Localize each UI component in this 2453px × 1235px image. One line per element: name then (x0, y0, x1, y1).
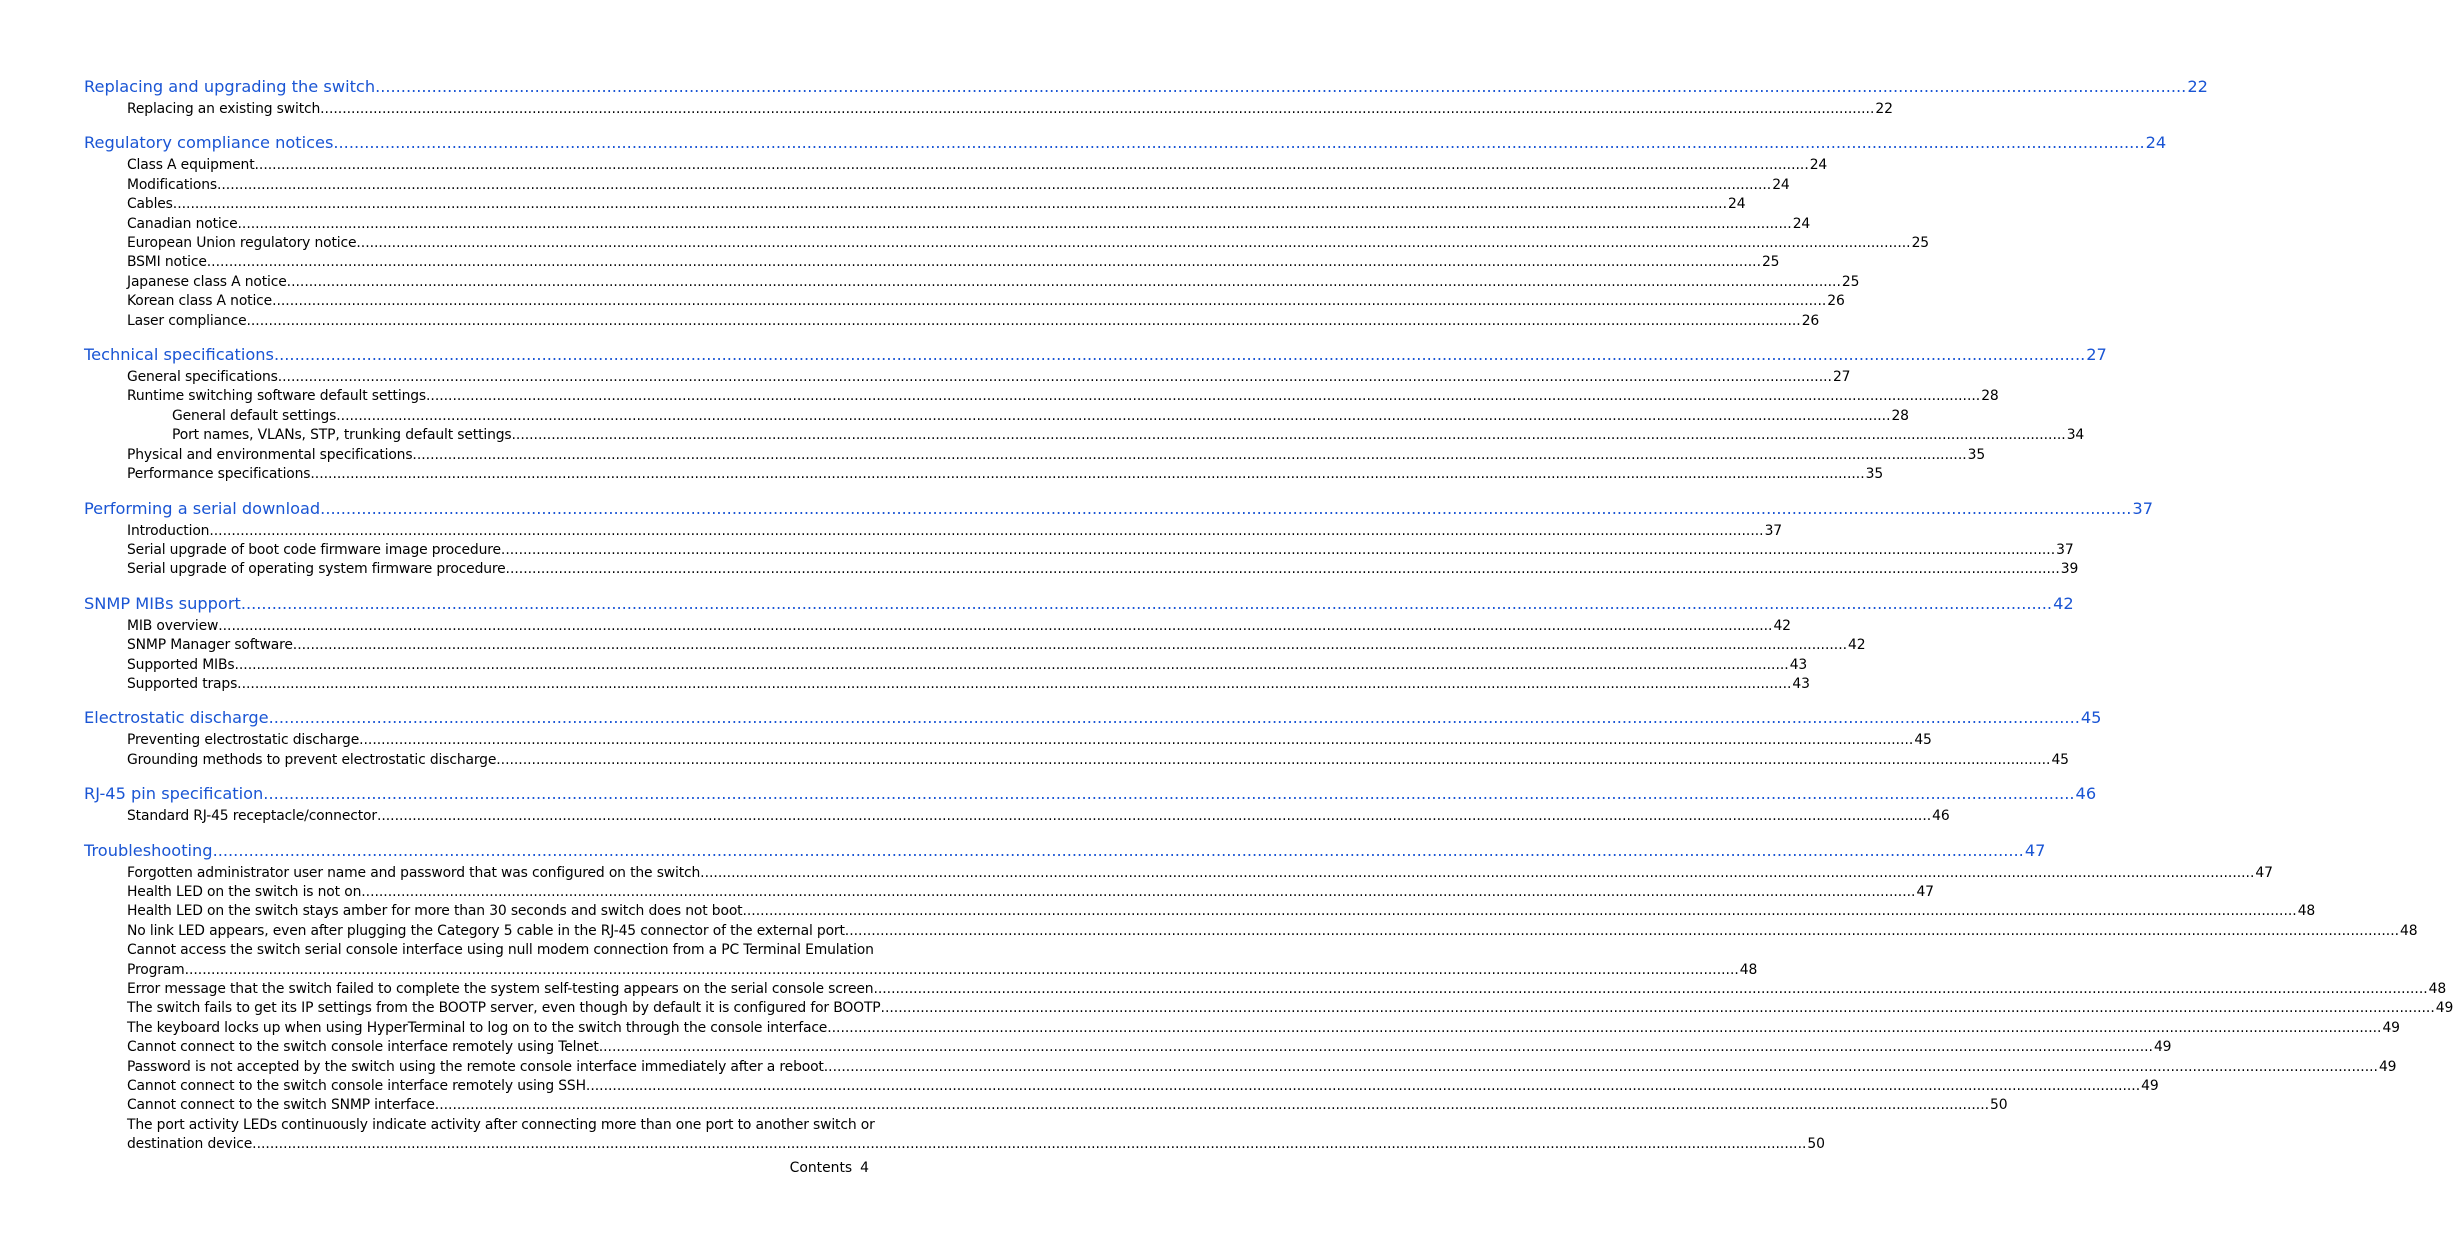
toc-entry-link-title: Japanese class A notice (127, 273, 287, 290)
toc-entry-link-page-number: 47 (1916, 883, 1934, 900)
toc-entry-link[interactable] (84, 807, 1950, 826)
toc-chapter-link[interactable] (84, 781, 2097, 807)
toc-entry-link-title: Health LED on the switch is not on (127, 883, 362, 900)
dot-leader (252, 1135, 1806, 1154)
toc-entry-link-title: SNMP Manager software (127, 637, 293, 654)
toc-entry-link-page-number: 25 (1761, 254, 1780, 271)
dot-leader (310, 465, 1864, 484)
dot-leader (255, 156, 1809, 175)
toc-entry-link[interactable] (84, 1019, 2400, 1038)
toc-entry-link[interactable] (84, 864, 2273, 883)
toc-entry-link-title: Laser compliance (127, 312, 247, 329)
toc-entry-link-page-number: 24 (1772, 176, 1790, 193)
toc-chapter-link-page-number: 37 (2132, 498, 2154, 518)
dot-leader (320, 100, 1874, 119)
dot-leader (700, 864, 2254, 883)
toc-entry-link-title: destination device (127, 1136, 253, 1153)
toc-chapter-link-page-number: 45 (2080, 708, 2102, 728)
toc-entry-link-page-number: 47 (2255, 864, 2273, 881)
toc-entry-link-page-number: 46 (1932, 808, 1950, 825)
toc-entry-link-page-number: 27 (1832, 369, 1851, 386)
toc-entry-link-page-number: 42 (1848, 637, 1866, 654)
toc-entry-link-title: General specifications (127, 369, 278, 386)
toc-entry-link-title: Replacing an existing switch (127, 101, 321, 117)
toc-entry-link-title: Error message that the switch failed to complete the system self-testing appears on the serial console screen (127, 981, 874, 997)
dot-leader (873, 980, 2427, 999)
dot-leader (359, 731, 1913, 750)
dot-leader (881, 999, 2435, 1018)
toc-entry-link-title: Introduction (127, 522, 210, 539)
toc-entry-link-page-number: 48 (2428, 981, 2447, 997)
toc-entry-link[interactable] (84, 883, 1934, 902)
toc-entry-link-page-number: 48 (2400, 922, 2418, 939)
toc-section (84, 496, 2154, 580)
toc-entry-link-page-number: 43 (1792, 675, 1810, 692)
toc-entry-link-page-number: 50 (1807, 1136, 1825, 1153)
toc-entry-link[interactable] (84, 312, 1820, 331)
dot-leader (241, 591, 2052, 617)
dot-leader (263, 781, 2074, 807)
toc-entry-link-title: Cannot connect to the switch console interface remotely using SSH (127, 1078, 586, 1095)
toc-entry-link[interactable] (84, 1077, 2159, 1096)
toc-entry-link[interactable] (84, 999, 2453, 1018)
toc-entry-link[interactable] (84, 446, 1986, 465)
toc-chapter-link-title: Performing a serial download (84, 498, 321, 518)
toc-entry-link[interactable] (84, 731, 1932, 750)
toc-section (84, 705, 2102, 770)
toc-entry-link[interactable] (84, 675, 1810, 694)
footer-label: Contents (789, 1160, 853, 1176)
toc-entry-link[interactable] (84, 195, 1746, 214)
toc-subentry-link-page-number: 28 (1891, 407, 1909, 424)
dot-leader (246, 312, 1800, 331)
dot-leader (269, 705, 2080, 731)
toc-entry-link-title: Serial upgrade of operating system firmware procedure (127, 561, 506, 578)
toc-entry-link-title: Health LED on the switch stays amber for more than 30 seconds and switch does not boot (127, 903, 743, 920)
dot-leader (336, 407, 1890, 426)
toc-entry-link[interactable] (84, 234, 1929, 253)
dot-leader (218, 617, 1772, 636)
toc-entry-link[interactable] (84, 156, 1828, 175)
dot-leader (293, 636, 1847, 655)
toc-entry-link-page-number: 50 (1990, 1097, 2008, 1114)
toc-entry-link[interactable] (84, 1096, 2008, 1115)
toc-entry-link[interactable] (84, 292, 1845, 311)
dot-leader (217, 176, 1771, 195)
toc-entry-link[interactable] (84, 100, 1893, 119)
toc-entry-link-page-number: 24 (1809, 157, 1828, 174)
dot-leader (209, 522, 1763, 541)
toc-entry-link[interactable] (84, 751, 2069, 770)
toc-entry-link-title: Cannot connect to the switch SNMP interface (127, 1097, 435, 1114)
dot-leader (496, 751, 2050, 770)
toc-chapter-link-title: Regulatory compliance notices (84, 133, 334, 153)
toc-entry-link[interactable] (84, 215, 1811, 234)
toc-chapter-link-page-number: 24 (2145, 133, 2167, 153)
toc-entry-link-page-number: 25 (1911, 235, 1929, 252)
dot-leader (278, 368, 1832, 387)
dot-leader (207, 253, 1761, 272)
toc-entry-link[interactable] (84, 902, 2316, 921)
toc-entry-link-title: MIB overview (127, 617, 219, 634)
toc-section (84, 838, 2453, 1155)
toc-chapter-link-title: SNMP MIBs support (84, 593, 241, 613)
toc-subentry-link[interactable] (84, 426, 2085, 445)
toc-entry-link[interactable] (84, 560, 2079, 579)
toc-entry-link-title: Cables (127, 196, 173, 213)
toc-chapter-link-title: Electrostatic discharge (84, 708, 269, 728)
toc-entry-link-title: Canadian notice (127, 215, 238, 232)
toc-entry-link-page-number: 35 (1967, 446, 1986, 463)
toc-entry-link[interactable] (84, 465, 1884, 484)
toc-entry-link-title: Modifications (127, 176, 217, 193)
toc-entry-link-title: BSMI notice (127, 254, 207, 271)
toc-entry-link-page-number: 48 (2297, 903, 2316, 920)
toc-subentry-link-page-number: 34 (2066, 427, 2085, 444)
toc-entry-link-title: Supported MIBs (127, 656, 235, 673)
toc-entry-link-page-number: 26 (1827, 293, 1845, 310)
toc-entry-link-page-number: 49 (2435, 1000, 2453, 1017)
dot-leader (237, 675, 1791, 694)
toc-entry-link[interactable] (84, 636, 1866, 655)
toc-entry-link-page-number: 26 (1801, 312, 1820, 329)
toc-section (84, 591, 2074, 695)
dot-leader (742, 902, 2296, 921)
dot-leader (375, 74, 2186, 100)
toc-entry-link-title: Preventing electrostatic discharge (127, 732, 360, 749)
dot-leader (506, 560, 2060, 579)
toc-entry-link-title: Standard RJ-45 receptacle/connector (127, 808, 377, 825)
toc-entry-link[interactable] (84, 922, 2418, 941)
toc-chapter-link-title: Technical specifications (84, 345, 274, 365)
toc-entry-link-page-number: 49 (2382, 1019, 2400, 1036)
toc-entry-link[interactable] (84, 961, 1758, 980)
dot-leader (845, 922, 2399, 941)
toc-entry-link-page-number: 49 (2153, 1039, 2172, 1056)
dot-leader (586, 1077, 2140, 1096)
dot-leader (356, 234, 1910, 253)
toc-chapter-link[interactable] (84, 705, 2102, 731)
toc-entry-link-page-number: 43 (1789, 656, 1808, 673)
toc-entry-link-title: Password is not accepted by the switch using the remote console interface immediately after a reboot (127, 1058, 824, 1075)
toc-entry-wrapped-line[interactable]: Cannot access the switch serial console interface using null modem connection from a PC Terminal Emulation (127, 942, 874, 959)
toc-chapter-link-page-number: 27 (2086, 345, 2107, 365)
dot-leader (173, 195, 1727, 214)
toc-entry-link[interactable] (84, 541, 2074, 560)
toc-entry-link-title: The switch fails to get its IP settings from the BOOTP server, even though by default it is configured for BOOTP (127, 1000, 881, 1017)
toc-entry-link-page-number: 22 (1875, 101, 1893, 117)
toc-entry-link-page-number: 28 (1981, 388, 1999, 405)
toc-entry-link[interactable] (84, 368, 1851, 387)
toc-chapter-link-page-number: 46 (2075, 784, 2097, 804)
dot-leader (237, 215, 1791, 234)
toc-entry-link-page-number: 24 (1792, 215, 1811, 232)
toc-entry-link[interactable] (84, 273, 1860, 292)
dot-leader (412, 446, 1966, 465)
toc-entry-wrapped-line[interactable]: The port activity LEDs continuously indicate activity after connecting more than one port to another switch or (127, 1116, 875, 1133)
toc-entry-link-title: Performance specifications (127, 466, 311, 483)
table-of-contents (84, 74, 2453, 1166)
dot-leader (333, 130, 2144, 156)
toc-entry-link-title: Serial upgrade of boot code firmware image procedure (127, 541, 501, 558)
toc-entry-link-page-number: 49 (2378, 1058, 2397, 1075)
toc-entry-link-title: Grounding methods to prevent electrostatic discharge (127, 751, 497, 768)
toc-section (84, 781, 2097, 826)
toc-entry-link-title: Class A equipment (127, 157, 255, 174)
toc-entry-link-title: Supported traps (127, 675, 238, 692)
dot-leader (426, 387, 1980, 406)
toc-chapter-link-page-number: 47 (2024, 840, 2046, 860)
dot-leader (185, 961, 1739, 980)
footer-page-number: 4 (860, 1160, 869, 1176)
toc-entry-link-title: Forgotten administrator user name and password that was configured on the switch (127, 864, 701, 881)
dot-leader (272, 292, 1826, 311)
dot-leader (824, 1058, 2378, 1077)
toc-entry-link-title: Cannot connect to the switch console interface remotely using Telnet (127, 1039, 599, 1056)
toc-chapter-link-title: RJ-45 pin specification (84, 784, 264, 804)
toc-chapter-link[interactable] (84, 591, 2074, 617)
toc-section (84, 342, 2107, 484)
toc-entry-link-title: Program (127, 961, 185, 978)
toc-entry-link-title: Korean class A notice (127, 293, 273, 310)
toc-entry-link-page-number: 45 (1914, 732, 1932, 749)
toc-entry-link-title: Runtime switching software default settings (127, 388, 426, 405)
toc-chapter-link-title: Troubleshooting (84, 840, 213, 860)
dot-leader (511, 426, 2065, 445)
toc-entry-link[interactable] (84, 656, 1808, 675)
toc-chapter-link-page-number: 42 (2053, 593, 2074, 613)
toc-entry-link-title: Physical and environmental specifications (127, 446, 413, 463)
toc-entry-link-page-number: 39 (2060, 561, 2079, 578)
toc-entry-link-page-number: 24 (1728, 196, 1746, 213)
toc-entry-link[interactable] (84, 253, 1780, 272)
toc-entry-link[interactable] (84, 1135, 1825, 1154)
toc-entry-link[interactable] (84, 176, 1790, 195)
toc-chapter-link[interactable] (84, 342, 2107, 368)
toc-entry-link[interactable] (84, 617, 1791, 636)
toc-entry-link[interactable] (84, 1058, 2397, 1077)
toc-entry-link-page-number: 37 (2056, 541, 2074, 558)
toc-chapter-link[interactable] (84, 838, 2046, 864)
toc-entry-link[interactable] (84, 522, 1782, 541)
toc-entry-link-page-number: 49 (2141, 1078, 2159, 1095)
dot-leader (287, 273, 1841, 292)
toc-chapter-link-title: Replacing and upgrading the switch (84, 77, 376, 96)
dot-leader (599, 1038, 2153, 1057)
toc-entry-link[interactable] (84, 980, 2447, 999)
toc-entry-link-page-number: 48 (1739, 961, 1758, 978)
dot-leader (377, 807, 1931, 826)
toc-entry-link-page-number: 37 (1764, 522, 1782, 539)
dot-leader (501, 541, 2055, 560)
toc-chapter-link[interactable] (84, 496, 2154, 522)
toc-entry-link-page-number: 35 (1865, 466, 1884, 483)
dot-leader (274, 342, 2085, 368)
toc-chapter-link[interactable] (84, 130, 2167, 156)
toc-entry-link[interactable] (84, 1038, 2172, 1057)
toc-chapter-link[interactable] (84, 74, 2208, 100)
page-footer (790, 1159, 869, 1177)
dot-leader (361, 883, 1915, 902)
toc-entry-link-page-number: 25 (1841, 273, 1860, 290)
dot-leader (827, 1019, 2381, 1038)
toc-entry-link-page-number: 45 (2051, 751, 2069, 768)
toc-entry-link-page-number: 42 (1773, 617, 1791, 634)
toc-subentry-link-title: General default settings (172, 407, 337, 424)
toc-section (84, 130, 2167, 331)
toc-entry-link-title: European Union regulatory notice (127, 235, 357, 252)
toc-subentry-link[interactable] (84, 407, 1909, 426)
dot-leader (213, 838, 2024, 864)
dot-leader (435, 1096, 1989, 1115)
toc-subentry-link-title: Port names, VLANs, STP, trunking default settings (172, 427, 512, 444)
toc-section (84, 74, 2208, 119)
dot-leader (234, 656, 1788, 675)
dot-leader (320, 496, 2131, 522)
toc-entry-link[interactable] (84, 387, 1999, 406)
toc-entry-link-title: No link LED appears, even after plugging the Category 5 cable in the RJ-45 connector of the external port (127, 922, 845, 939)
toc-entry-link-title: The keyboard locks up when using HyperTerminal to log on to the switch through the console interface (127, 1019, 828, 1036)
toc-chapter-link-page-number: 22 (2187, 77, 2208, 96)
